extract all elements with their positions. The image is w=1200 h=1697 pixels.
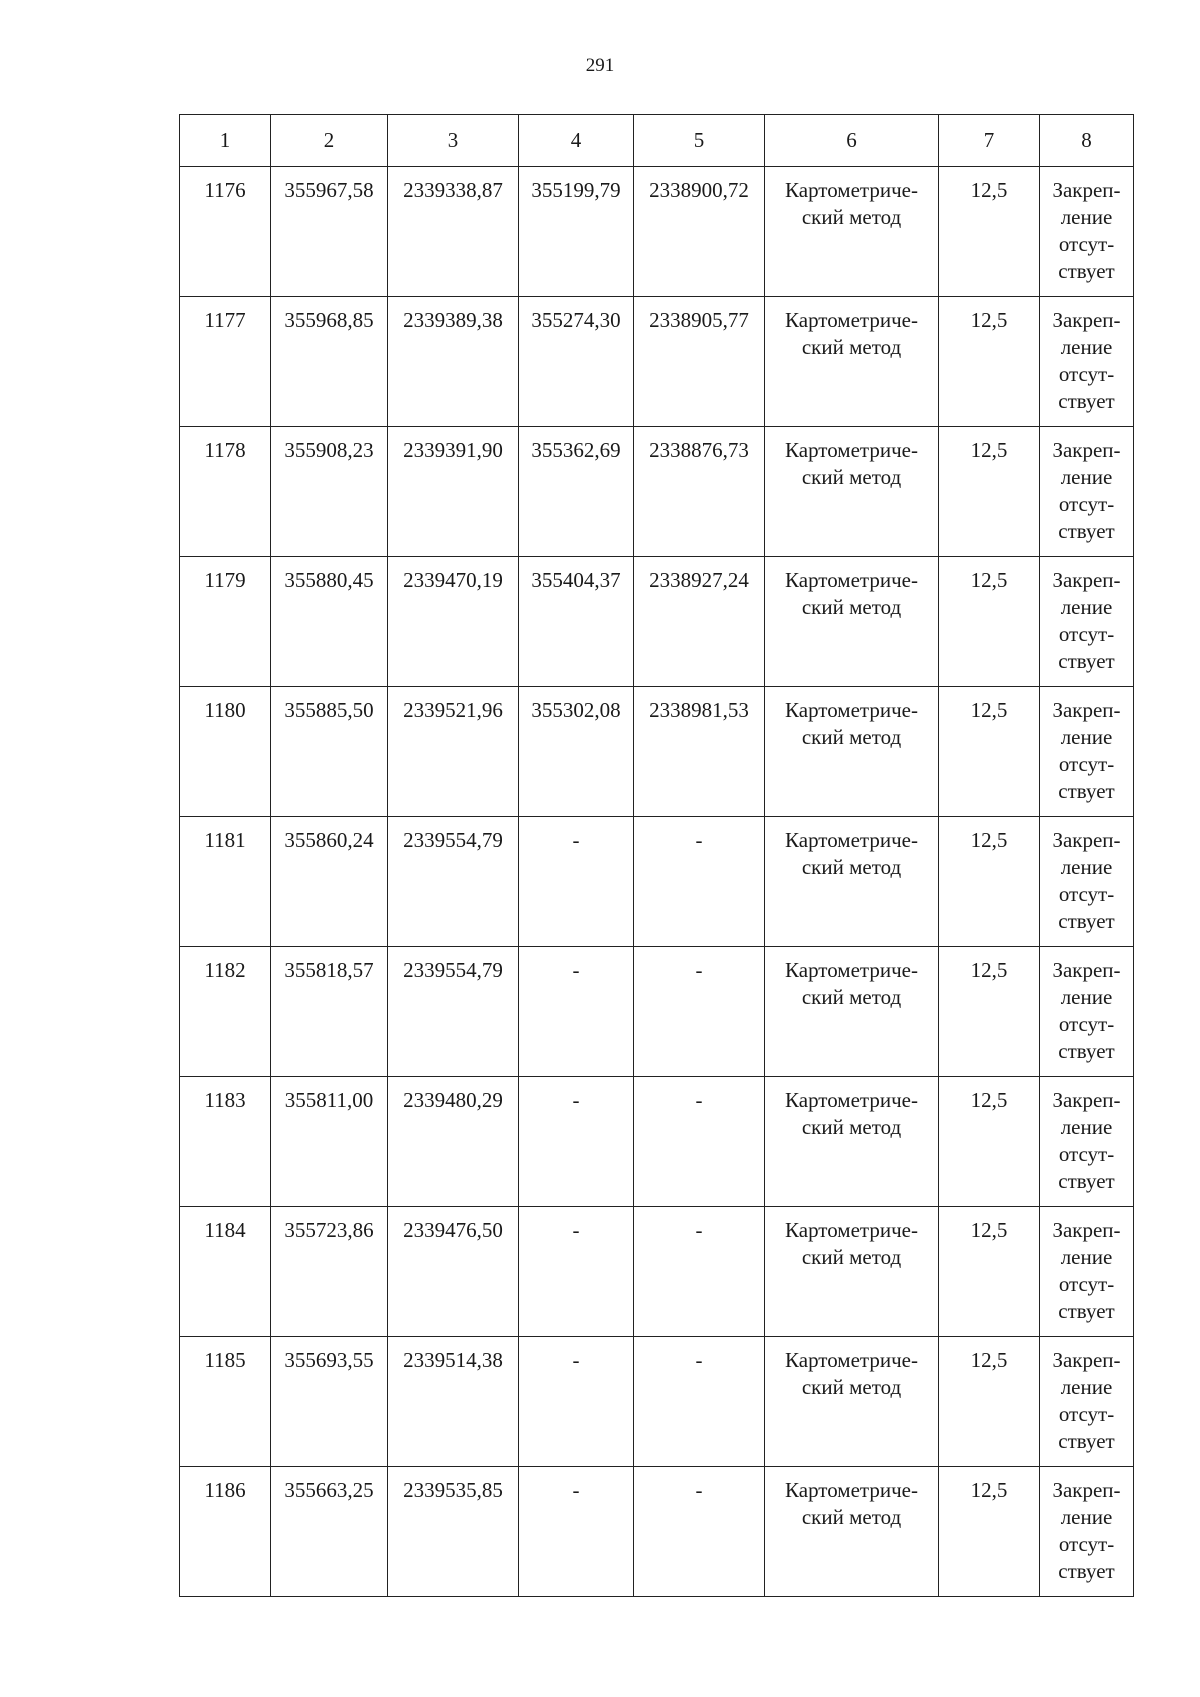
- cell-text: 2338900,72: [649, 178, 749, 202]
- cell-text: Картометриче- ский метод: [785, 308, 918, 359]
- cell-point-number: [180, 557, 271, 687]
- cell-marking-description: [1040, 1077, 1134, 1207]
- cell-text: 12,5: [970, 1218, 1008, 1242]
- cell-text: 2339476,50: [403, 1218, 503, 1242]
- cell-text: 1184: [204, 1218, 246, 1242]
- cell-point-number: [180, 947, 271, 1077]
- cell-text: Картометриче- ский метод: [785, 438, 918, 489]
- cell-text: 1176: [204, 178, 246, 202]
- cell-y-coordinate: [388, 297, 519, 427]
- cell-y-coordinate-prev: [634, 817, 765, 947]
- cell-method: [765, 427, 939, 557]
- cell-y-coordinate-prev: [634, 1337, 765, 1467]
- cell-x-coordinate: [271, 1467, 388, 1597]
- table-row: [180, 947, 1134, 1077]
- cell-method: [765, 167, 939, 297]
- cell-text: 355404,37: [531, 568, 621, 592]
- cell-marking-description: [1040, 167, 1134, 297]
- cell-y-coordinate-prev: [634, 297, 765, 427]
- cell-x-coordinate: [271, 687, 388, 817]
- cell-text: -: [572, 1478, 580, 1502]
- cell-y-coordinate-prev: [634, 1207, 765, 1337]
- cell-text: Картометриче- ский метод: [785, 1348, 918, 1399]
- cell-x-coordinate: [271, 1337, 388, 1467]
- cell-accuracy: [939, 1337, 1040, 1467]
- cell-text: 2338905,77: [649, 308, 749, 332]
- cell-text: 12,5: [970, 958, 1008, 982]
- cell-method: [765, 1337, 939, 1467]
- cell-text: Закреп- ление отсут- ствует: [1052, 698, 1121, 803]
- cell-x-coordinate-prev: [519, 1207, 634, 1337]
- cell-text: 1177: [204, 308, 246, 332]
- cell-marking-description: [1040, 1337, 1134, 1467]
- cell-text: Картометриче- ский метод: [785, 698, 918, 749]
- cell-text: Картометриче- ский метод: [785, 1478, 918, 1529]
- column-header: 6: [765, 115, 939, 167]
- cell-text: 1178: [204, 438, 246, 462]
- table-body: [180, 167, 1134, 1597]
- cell-text: 355811,00: [284, 1088, 374, 1112]
- table-row: [180, 1207, 1134, 1337]
- cell-text: -: [572, 958, 580, 982]
- cell-text: 355860,24: [284, 828, 374, 852]
- column-header: 5: [634, 115, 765, 167]
- cell-text: 12,5: [970, 1088, 1008, 1112]
- cell-text: -: [695, 828, 703, 852]
- cell-x-coordinate-prev: [519, 557, 634, 687]
- cell-x-coordinate: [271, 817, 388, 947]
- cell-text: 12,5: [970, 1478, 1008, 1502]
- cell-x-coordinate: [271, 427, 388, 557]
- cell-method: [765, 817, 939, 947]
- cell-text: -: [572, 1088, 580, 1112]
- cell-text: -: [695, 1088, 703, 1112]
- cell-marking-description: [1040, 947, 1134, 1077]
- column-header: 4: [519, 115, 634, 167]
- table-row: [180, 297, 1134, 427]
- cell-text: Закреп- ление отсут- ствует: [1052, 308, 1121, 413]
- cell-method: [765, 947, 939, 1077]
- cell-text: -: [572, 1218, 580, 1242]
- cell-text: -: [572, 828, 580, 852]
- cell-text: Картометриче- ский метод: [785, 568, 918, 619]
- cell-text: Закреп- ление отсут- ствует: [1052, 958, 1121, 1063]
- cell-accuracy: [939, 167, 1040, 297]
- cell-text: 355880,45: [284, 568, 374, 592]
- cell-y-coordinate-prev: [634, 1467, 765, 1597]
- cell-text: 12,5: [970, 308, 1008, 332]
- cell-marking-description: [1040, 687, 1134, 817]
- cell-text: 355693,55: [284, 1348, 374, 1372]
- cell-y-coordinate-prev: [634, 947, 765, 1077]
- cell-x-coordinate: [271, 947, 388, 1077]
- cell-accuracy: [939, 1207, 1040, 1337]
- cell-text: Закреп- ление отсут- ствует: [1052, 568, 1121, 673]
- cell-method: [765, 1467, 939, 1597]
- cell-text: 12,5: [970, 178, 1008, 202]
- cell-point-number: [180, 1207, 271, 1337]
- coordinates-table: [179, 114, 1134, 1597]
- cell-point-number: [180, 687, 271, 817]
- cell-text: Закреп- ление отсут- ствует: [1052, 1218, 1121, 1323]
- cell-y-coordinate: [388, 557, 519, 687]
- cell-text: 2339389,38: [403, 308, 503, 332]
- cell-point-number: [180, 1077, 271, 1207]
- cell-text: 2339338,87: [403, 178, 503, 202]
- cell-y-coordinate: [388, 1337, 519, 1467]
- cell-text: 2338927,24: [649, 568, 749, 592]
- cell-text: Закреп- ление отсут- ствует: [1052, 438, 1121, 543]
- cell-accuracy: [939, 557, 1040, 687]
- cell-y-coordinate: [388, 947, 519, 1077]
- cell-text: 355199,79: [531, 178, 621, 202]
- cell-accuracy: [939, 947, 1040, 1077]
- cell-accuracy: [939, 427, 1040, 557]
- cell-text: 355885,50: [284, 698, 374, 722]
- cell-text: 2338981,53: [649, 698, 749, 722]
- cell-y-coordinate: [388, 817, 519, 947]
- cell-point-number: [180, 297, 271, 427]
- cell-accuracy: [939, 1077, 1040, 1207]
- cell-y-coordinate: [388, 687, 519, 817]
- cell-marking-description: [1040, 557, 1134, 687]
- cell-text: -: [695, 1478, 703, 1502]
- table-header: [180, 115, 1134, 167]
- cell-text: Закреп- ление отсут- ствует: [1052, 1478, 1121, 1583]
- cell-text: Закреп- ление отсут- ствует: [1052, 178, 1121, 283]
- cell-text: -: [695, 1218, 703, 1242]
- cell-text: 12,5: [970, 1348, 1008, 1372]
- cell-accuracy: [939, 297, 1040, 427]
- table-row: [180, 427, 1134, 557]
- column-header: 7: [939, 115, 1040, 167]
- cell-text: 355967,58: [284, 178, 374, 202]
- cell-x-coordinate: [271, 1207, 388, 1337]
- cell-text: 1179: [204, 568, 246, 592]
- cell-y-coordinate-prev: [634, 427, 765, 557]
- cell-text: Картометриче- ский метод: [785, 1088, 918, 1139]
- cell-x-coordinate: [271, 557, 388, 687]
- cell-text: Закреп- ление отсут- ствует: [1052, 1348, 1121, 1453]
- table-row: [180, 817, 1134, 947]
- cell-text: Закреп- ление отсут- ствует: [1052, 1088, 1121, 1193]
- cell-text: Закреп- ление отсут- ствует: [1052, 828, 1121, 933]
- cell-text: 12,5: [970, 698, 1008, 722]
- cell-x-coordinate-prev: [519, 817, 634, 947]
- cell-text: 1180: [204, 698, 246, 722]
- cell-x-coordinate-prev: [519, 297, 634, 427]
- cell-method: [765, 557, 939, 687]
- cell-text: 1183: [204, 1088, 246, 1112]
- cell-x-coordinate-prev: [519, 167, 634, 297]
- cell-y-coordinate-prev: [634, 687, 765, 817]
- cell-text: 2339514,38: [403, 1348, 503, 1372]
- table-row: [180, 167, 1134, 297]
- column-header: 8: [1040, 115, 1134, 167]
- cell-text: Картометриче- ский метод: [785, 958, 918, 1009]
- cell-text: 355968,85: [284, 308, 374, 332]
- cell-y-coordinate-prev: [634, 1077, 765, 1207]
- cell-point-number: [180, 167, 271, 297]
- cell-text: 12,5: [970, 438, 1008, 462]
- cell-y-coordinate: [388, 1467, 519, 1597]
- cell-method: [765, 1077, 939, 1207]
- cell-text: 2339554,79: [403, 958, 503, 982]
- cell-y-coordinate: [388, 1077, 519, 1207]
- cell-text: Картометриче- ский метод: [785, 828, 918, 879]
- cell-text: 2339480,29: [403, 1088, 503, 1112]
- cell-accuracy: [939, 817, 1040, 947]
- cell-accuracy: [939, 687, 1040, 817]
- cell-point-number: [180, 1467, 271, 1597]
- cell-y-coordinate: [388, 1207, 519, 1337]
- table-row: [180, 1337, 1134, 1467]
- cell-y-coordinate-prev: [634, 167, 765, 297]
- table-row: [180, 1077, 1134, 1207]
- cell-point-number: [180, 817, 271, 947]
- cell-x-coordinate-prev: [519, 687, 634, 817]
- cell-text: 2339554,79: [403, 828, 503, 852]
- cell-x-coordinate-prev: [519, 427, 634, 557]
- cell-text: Картометриче- ский метод: [785, 178, 918, 229]
- column-header: 3: [388, 115, 519, 167]
- table-row: [180, 557, 1134, 687]
- cell-y-coordinate: [388, 427, 519, 557]
- cell-x-coordinate: [271, 167, 388, 297]
- cell-text: 1185: [204, 1348, 246, 1372]
- cell-text: 355362,69: [531, 438, 621, 462]
- cell-text: 2339391,90: [403, 438, 503, 462]
- cell-marking-description: [1040, 1207, 1134, 1337]
- table-row: [180, 687, 1134, 817]
- cell-text: 2339470,19: [403, 568, 503, 592]
- cell-x-coordinate: [271, 1077, 388, 1207]
- cell-text: 355274,30: [531, 308, 621, 332]
- cell-text: -: [572, 1348, 580, 1372]
- cell-marking-description: [1040, 427, 1134, 557]
- table-row: [180, 1467, 1134, 1597]
- cell-text: 1182: [204, 958, 246, 982]
- cell-method: [765, 297, 939, 427]
- cell-x-coordinate-prev: [519, 1077, 634, 1207]
- cell-y-coordinate: [388, 167, 519, 297]
- cell-point-number: [180, 1337, 271, 1467]
- cell-text: 355818,57: [284, 958, 374, 982]
- cell-accuracy: [939, 1467, 1040, 1597]
- cell-text: 355723,86: [284, 1218, 374, 1242]
- cell-text: -: [695, 1348, 703, 1372]
- cell-method: [765, 1207, 939, 1337]
- cell-y-coordinate-prev: [634, 557, 765, 687]
- cell-x-coordinate-prev: [519, 1467, 634, 1597]
- cell-text: 1186: [204, 1478, 246, 1502]
- cell-point-number: [180, 427, 271, 557]
- cell-text: 1181: [204, 828, 246, 852]
- cell-text: 2338876,73: [649, 438, 749, 462]
- header-row: [180, 115, 1134, 167]
- page-number: 291: [585, 55, 615, 76]
- cell-text: 2339521,96: [403, 698, 503, 722]
- cell-text: 355908,23: [284, 438, 374, 462]
- cell-text: Картометриче- ский метод: [785, 1218, 918, 1269]
- cell-method: [765, 687, 939, 817]
- cell-marking-description: [1040, 817, 1134, 947]
- cell-x-coordinate-prev: [519, 1337, 634, 1467]
- column-header: 2: [271, 115, 388, 167]
- cell-text: 12,5: [970, 828, 1008, 852]
- column-header: 1: [180, 115, 271, 167]
- cell-marking-description: [1040, 297, 1134, 427]
- cell-text: -: [695, 958, 703, 982]
- cell-text: 12,5: [970, 568, 1008, 592]
- cell-text: 355663,25: [284, 1478, 374, 1502]
- cell-x-coordinate: [271, 297, 388, 427]
- cell-marking-description: [1040, 1467, 1134, 1597]
- cell-x-coordinate-prev: [519, 947, 634, 1077]
- cell-text: 355302,08: [531, 698, 621, 722]
- cell-text: 2339535,85: [403, 1478, 503, 1502]
